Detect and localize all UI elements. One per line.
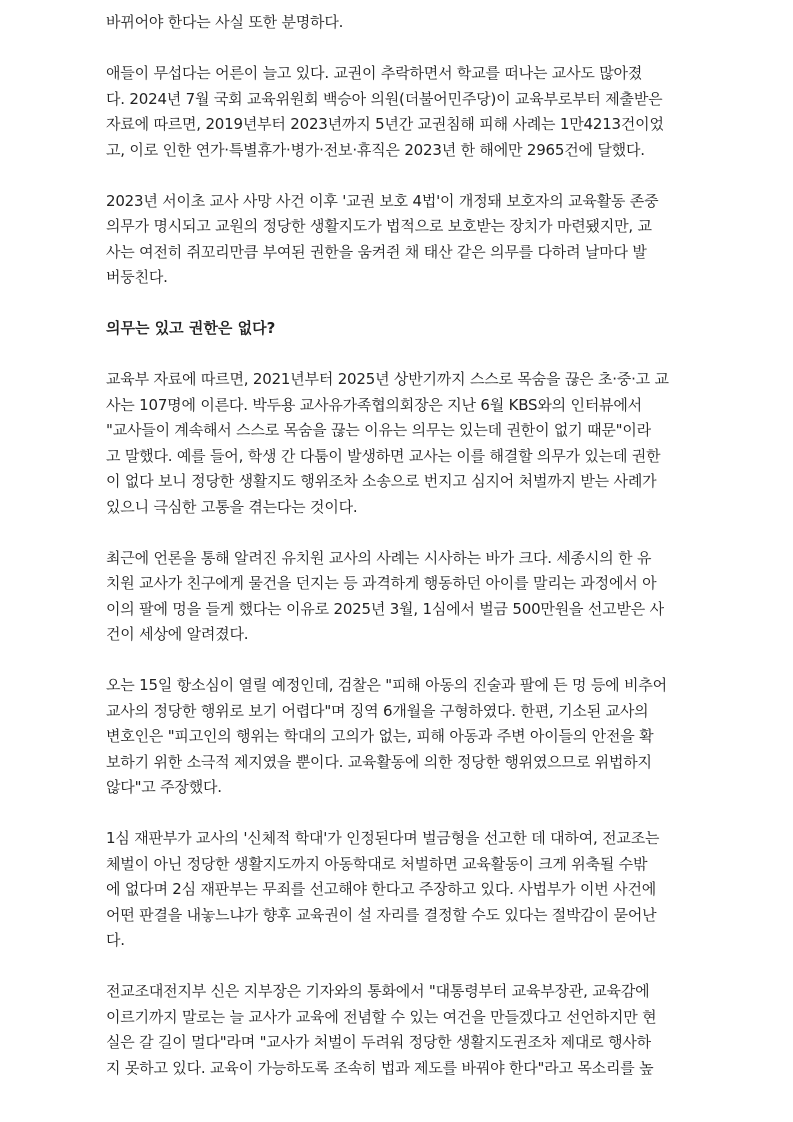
text-line: 실은 갈 길이 멀다"라며 "교사가 처벌이 두려워 정당한 생활지도권조차 제대로 행사하 xyxy=(106,1033,651,1051)
paragraph xyxy=(106,546,690,648)
text-line: 교육부 자료에 따르면, 2021년부터 2025년 상반기까지 스스로 목숨을 끊은 초·중·고 교 xyxy=(106,370,669,388)
text-line: 않다"고 주장했다. xyxy=(106,778,222,796)
text-line: 버둥친다. xyxy=(106,268,168,286)
text-line: 고 말했다. 예를 들어, 학생 간 다툼이 발생하면 교사는 이를 해결할 의무가 있는데 권한 xyxy=(106,446,661,465)
text-line: 오는 15일 항소심이 열릴 예정인데, 검찰은 "피해 아동의 진술과 팔에 든 멍 등에 비추어 xyxy=(106,676,667,694)
text-line: 이르기까지 말로는 늘 교사가 교육에 전념할 수 있는 여건을 만들겠다고 선언하지만 현 xyxy=(106,1007,657,1026)
paragraph xyxy=(106,979,690,1081)
text-line: 2023년 서이초 교사 사망 사건 이후 '교권 보호 4법'이 개정돼 보호자의 교육활동 존중 xyxy=(106,191,659,210)
text-line: 자료에 따르면, 2019년부터 2023년까지 5년간 교권침해 피해 사례는 1만4213건이었 xyxy=(106,115,664,133)
text-line: 에 없다며 2심 재판부는 무죄를 선고해야 한다고 주장하고 있다. 사법부가 이번 사건에 xyxy=(106,880,657,898)
text-line: 변호인은 "피고인의 행위는 학대의 고의가 없는, 피해 아동과 주변 아이들의 안전을 확 xyxy=(106,727,654,745)
section-heading: 의무는 있고 권한은 없다? xyxy=(106,319,276,337)
text-line: 치원 교사가 친구에게 물건을 던지는 등 과격하게 행동하던 아이를 말리는 과정에서 아 xyxy=(106,574,657,592)
text-line: 애들이 무섭다는 어른이 늘고 있다. 교권이 추락하면서 학교를 떠나는 교사도 많아졌 xyxy=(106,64,643,82)
text-line: 의무가 명시되고 교원의 정당한 생활지도가 법적으로 보호받는 장치가 마련됐지만, 교 xyxy=(106,217,652,235)
article-body xyxy=(106,10,690,1107)
text-line: 다. xyxy=(106,931,125,949)
text-line: 이 없다 보니 정당한 생활지도 행위조차 소송으로 번지고 심지어 처벌까지 받는 사례가 xyxy=(106,472,657,490)
paragraph xyxy=(106,10,690,36)
text-line: 사는 107명에 이른다. 박두용 교사유가족협의회장은 지난 6월 KBS와의 인터뷰에서 xyxy=(106,395,642,414)
text-line: 사는 여전히 쥐꼬리만큼 부여된 권한을 움켜쥔 채 태산 같은 의무를 다하려 날마다 발 xyxy=(106,242,647,261)
text-line: 바뀌어야 한다는 사실 또한 분명하다. xyxy=(106,13,344,31)
paragraph xyxy=(106,367,690,520)
text-line: 지 못하고 있다. 교육이 가능하도록 조속히 법과 제도를 바꿔야 한다"라고 목소리를 높 xyxy=(106,1058,654,1077)
text-line: 체벌이 아닌 정당한 생활지도까지 아동학대로 처벌하면 교육활동이 크게 위축될 수밖 xyxy=(106,854,648,873)
text-line: 건이 세상에 알려졌다. xyxy=(106,625,249,643)
text-line: 보하기 위한 소극적 제지였을 뿐이다. 교육활동에 의한 정당한 행위였으므로 위법하지 xyxy=(106,752,652,771)
text-line: "교사들이 계속해서 스스로 목숨을 끊는 이유는 의무는 있는데 권한이 없기 때문"이라 xyxy=(106,421,651,439)
text-line: 고, 이로 인한 연가·특별휴가·병가·전보·휴직은 2023년 한 해에만 2965건에 달했다. xyxy=(106,140,645,159)
text-line: 교사의 정당한 행위로 보기 어렵다"며 징역 6개월을 구형하였다. 한편, 기소된 교사의 xyxy=(106,701,649,720)
text-line: 전교조대전지부 신은 지부장은 기자와의 통화에서 "대통령부터 교육부장관, 교육감에 xyxy=(106,982,650,1000)
text-line: 다. 2024년 7월 국회 교육위원회 백승아 의원(더불어민주당)이 교육부로부터 제출받은 xyxy=(106,89,663,108)
paragraph xyxy=(106,189,690,291)
text-line: 어떤 판결을 내놓느냐가 향후 교육권이 설 자리를 결정할 수도 있다는 절박감이 묻어난 xyxy=(106,905,657,924)
paragraph xyxy=(106,673,690,801)
paragraph xyxy=(106,61,690,163)
text-line: 이의 팔에 멍을 들게 했다는 이유로 2025년 3월, 1심에서 벌금 500만원을 선고받은 사 xyxy=(106,599,664,618)
paragraph xyxy=(106,826,690,954)
text-line: 최근에 언론을 통해 알려진 유치원 교사의 사례는 시사하는 바가 크다. 세종시의 한 유 xyxy=(106,548,652,567)
text-line: 1심 재판부가 교사의 '신체적 학대'가 인정된다며 벌금형을 선고한 데 대하여, 전교조는 xyxy=(106,829,660,847)
text-line: 있으니 극심한 고통을 겪는다는 것이다. xyxy=(106,497,358,516)
